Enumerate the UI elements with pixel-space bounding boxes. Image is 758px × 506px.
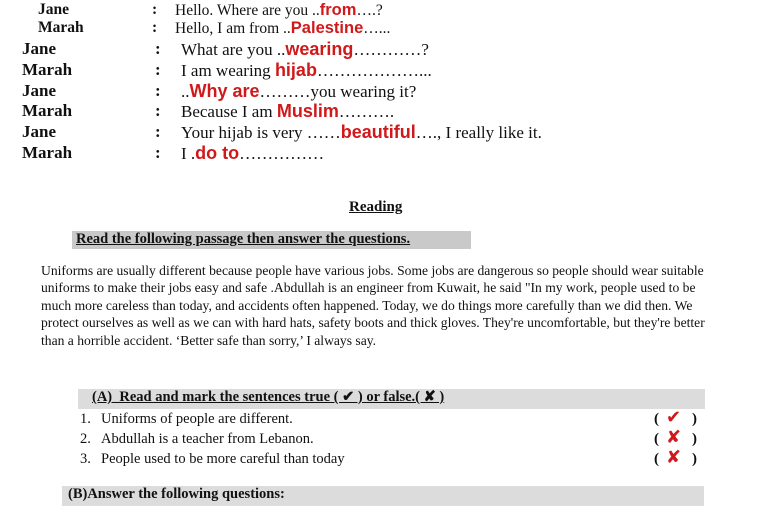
close-paren: ) [692,411,697,427]
dialogue-line [181,60,432,81]
dialogue-colon: : [155,122,161,141]
check-mark-icon: ✔ [666,407,682,428]
dialogue-text: …... [363,20,391,37]
dialogue-speaker: Jane [22,39,56,58]
dialogue-line [181,101,394,122]
dialogue-text: .. [181,82,190,101]
instruction-text: Read the following passage then answer the questions. [76,231,411,247]
dialogue-colon: : [155,143,161,162]
close-paren: ) [692,451,697,467]
dialogue-text: …………? [353,40,429,59]
dialogue-line [181,39,429,60]
question-number: 1. [80,411,91,427]
dialogue-text: Because I am [181,102,277,121]
handwritten-answer: Muslim [276,101,339,121]
dialogue-text: ………. [338,102,395,121]
dialogue-speaker: Jane [22,81,56,100]
reading-title: Reading [349,199,403,215]
dialogue-text: …., I really like it. [415,123,542,142]
section-a-title: (A)_Read and mark the sentences true ( ✔ ) or false.( ✘ ) [92,389,445,405]
dialogue-text: Your hijab is very …… [181,123,341,142]
dialogue-colon: : [152,1,158,18]
dialogue-text: Hello, I am from .. [175,20,291,37]
dialogue-speaker: Jane [22,122,56,141]
question-number: 2. [80,431,91,447]
dialogue-speaker: Marah [22,60,73,79]
reading-passage: Uniforms are usually different because people have various jobs. Some jobs are dangerous so people should wear suitable uniforms to make their jobs easy and safe .Abdullah is an engineer from Kuwait, he said "In my work, people used to be much more careless than today, and accidents often happened. Today, we do things more carefully than we did then. We protect ourselves as well as we can with hard hats, safety boots and thick gloves. They're uncomfortable, but they're better than a horrible accident. ‘Better safe than sorry,’ I always say. [41,263,705,348]
dialogue-line [175,19,390,38]
dialogue-colon: : [155,81,161,100]
handwritten-answer: do to [195,143,240,163]
dialogue-speaker: Marah [22,143,73,162]
handwritten-answer: hijab [274,60,317,80]
dialogue-text: …………… [239,144,325,163]
close-paren: ) [692,431,697,447]
cross-mark-icon: ✘ [666,447,682,468]
dialogue-colon: : [152,19,158,36]
dialogue-text: I . [181,144,196,163]
handwritten-answer: wearing [285,39,354,59]
handwritten-answer: beautiful [340,122,416,142]
dialogue-colon: : [155,39,161,58]
dialogue-speaker: Marah [38,19,84,36]
dialogue-text: I am wearing [181,61,275,80]
handwritten-answer: from [319,1,357,19]
dialogue-text: ………………... [316,61,432,80]
open-paren: ( [654,411,659,427]
handwritten-answer: Why are [189,81,260,101]
dialogue-line [181,81,416,102]
dialogue-text: Hello. Where are you .. [175,2,320,19]
dialogue-text: What are you .. [181,40,286,59]
open-paren: ( [654,451,659,467]
dialogue-line [181,143,324,164]
dialogue-line [181,122,542,143]
dialogue-text: ….? [356,2,383,19]
dialogue-text: ………you wearing it? [259,82,417,101]
section-b-title: (B)Answer the following questions: [68,486,285,502]
question-number: 3. [80,451,91,467]
dialogue-speaker: Marah [22,101,73,120]
statement-text: Uniforms of people are different. [101,411,293,427]
cross-mark-icon: ✘ [666,427,682,448]
statement-text: Abdullah is a teacher from Lebanon. [101,431,314,447]
dialogue-colon: : [155,60,161,79]
dialogue-line [175,1,383,20]
handwritten-answer: Palestine [290,19,364,37]
dialogue-colon: : [155,101,161,120]
open-paren: ( [654,431,659,447]
dialogue-speaker: Jane [38,1,69,18]
statement-text: People used to be more careful than today [101,451,345,467]
